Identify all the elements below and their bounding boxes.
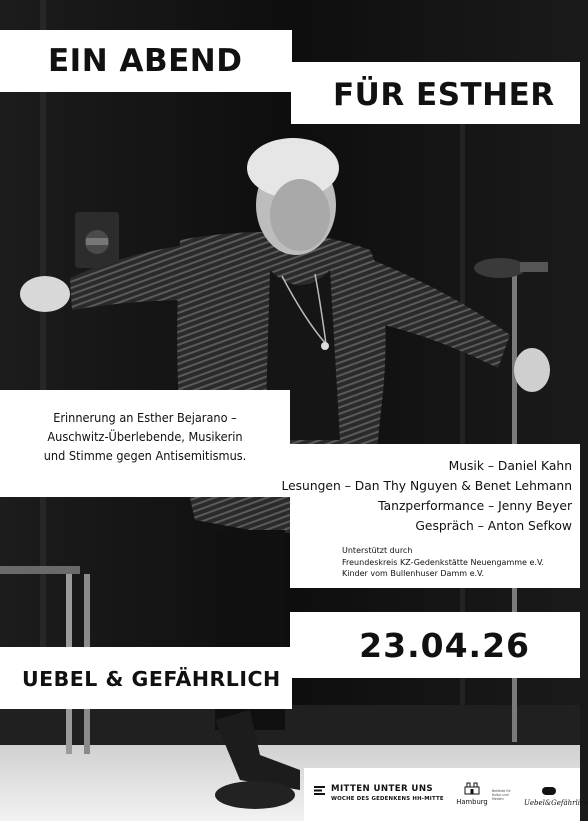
sponsor-footer: [304, 768, 588, 821]
intro-line-1: Erinnerung an Esther Bejarano –: [53, 410, 237, 425]
program-list: [281, 456, 572, 536]
venue-band: [0, 647, 292, 709]
support-label: Unterstützt durch: [342, 546, 413, 555]
event-date: 23.04.26: [359, 626, 530, 665]
venue-name: UEBEL & GEFÄHRLICH: [22, 667, 281, 691]
program-band: [281, 444, 580, 588]
program-item-readings: Lesungen – Dan Thy Nguyen & Benet Lehmann: [281, 479, 572, 493]
program-item-music: Musik – Daniel Kahn: [448, 459, 572, 473]
hamburg-name: Hamburg: [456, 798, 488, 806]
speaker-icon: [542, 787, 556, 795]
program-item-dance: Tanzperformance – Jenny Beyer: [378, 499, 572, 513]
title-band-second: [291, 62, 580, 124]
intro-text: [10, 408, 280, 465]
mitten-subtitle: WOCHE DES GEDENKENS HH-MITTE: [331, 796, 444, 802]
stripes-icon: [314, 786, 325, 795]
support-line-2: Kinder vom Bullenhuser Damm e.V.: [342, 569, 485, 578]
title-line-1: EIN ABEND: [48, 43, 243, 79]
support-credits: [342, 545, 544, 580]
uebel-script: Uebel&Gefährlich: [524, 799, 588, 807]
hamburg-logo: [452, 779, 492, 806]
intro-line-3: und Stimme gegen Antisemitismus.: [43, 448, 247, 463]
program-item-talk: Gespräch – Anton Sefkow: [415, 519, 572, 533]
title-line-2: FÜR ESTHER: [333, 77, 555, 113]
uebel-gefaehrlich-logo: [524, 780, 588, 807]
title-band-top: [0, 30, 292, 92]
mitten-title: MITTEN UNTER UNS: [331, 784, 433, 794]
support-line-1: Freundeskreis KZ-Gedenkstätte Neuengamme e.V.: [342, 557, 544, 567]
intro-line-2: Auschwitz-Überlebende, Musikerin: [47, 429, 243, 444]
hamburg-authority: Behörde für Kultur und Medien: [492, 789, 511, 801]
castle-icon: [463, 782, 481, 794]
intro-band: [0, 390, 290, 497]
mitten-unter-uns-logo: [314, 784, 444, 803]
date-band: [290, 612, 580, 678]
